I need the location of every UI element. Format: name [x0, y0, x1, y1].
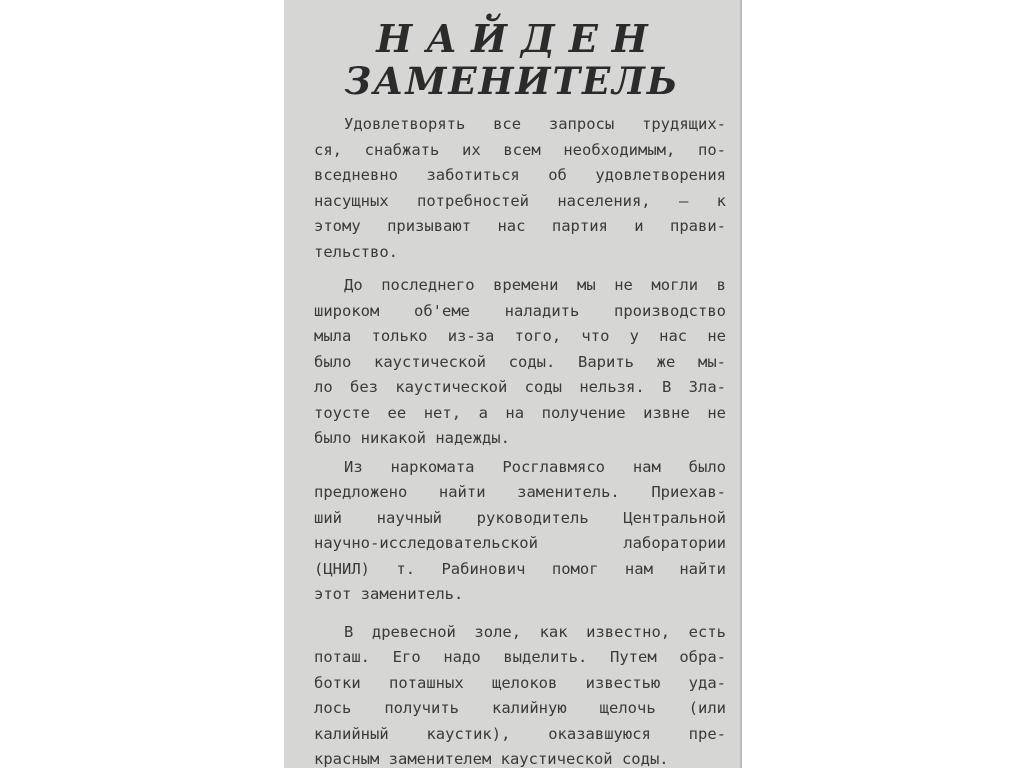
text-line: ся, снабжать их всем необходимым, по-	[314, 140, 726, 159]
text-line: предложено найти заменитель. Приехав-	[314, 483, 726, 501]
text-line: мыла только из-за того, что у нас не	[314, 327, 726, 345]
text-line: вседневно заботиться об удовлетворения	[314, 166, 726, 184]
text-line: ший научный руководитель Центральной	[314, 508, 726, 527]
text-line: широком об'еме наладить производство	[314, 301, 726, 320]
paragraph-2	[314, 273, 726, 452]
text-line: насущных потребностей населения, — к	[314, 191, 726, 210]
text-line: Из наркомата Росглавмясо нам было	[344, 457, 726, 476]
text-line: До последнего времени мы не могли в	[344, 276, 726, 294]
text-line: было каустической соды. Варить же мы-	[314, 352, 726, 371]
text-line: научно-исследовательской лаборатории	[314, 534, 726, 552]
text-line: поташ. Его надо выделить. Путем обра-	[314, 648, 726, 666]
text-line: тоусте ее нет, а на получение извне не	[314, 403, 726, 422]
text-line: В древесной золе, как известно, есть	[344, 622, 726, 641]
paragraph-4	[314, 620, 726, 768]
text-line: калийный каустик), оказавшуюся пре-	[314, 724, 726, 743]
paragraph-3	[314, 455, 726, 608]
text-line: было никакой надежды.	[314, 429, 510, 447]
article-headline	[284, 0, 740, 102]
text-line: ботки поташных щелоков известью уда-	[314, 673, 726, 692]
text-line: красным заменителем каустической соды.	[314, 750, 669, 768]
text-line: этому призывают нас партия и прави-	[314, 217, 726, 235]
text-line: лось получить калийную щелочь (или	[314, 699, 726, 717]
article-body	[284, 102, 740, 768]
newspaper-clipping	[284, 0, 742, 768]
text-line: ло без каустической соды нельзя. В Зла-	[314, 378, 726, 396]
text-line: (ЦНИЛ) т. Рабинович помог нам найти	[314, 559, 726, 578]
paragraph-1	[314, 112, 726, 265]
text-line: Удовлетворять все запросы трудящих-	[344, 115, 726, 133]
headline-line-1: НАЙДЕН	[376, 16, 662, 61]
text-line: этот заменитель.	[314, 585, 464, 603]
headline-line-2: ЗАМЕНИТЕЛЬ	[344, 59, 680, 103]
text-line: тельство.	[314, 242, 398, 261]
